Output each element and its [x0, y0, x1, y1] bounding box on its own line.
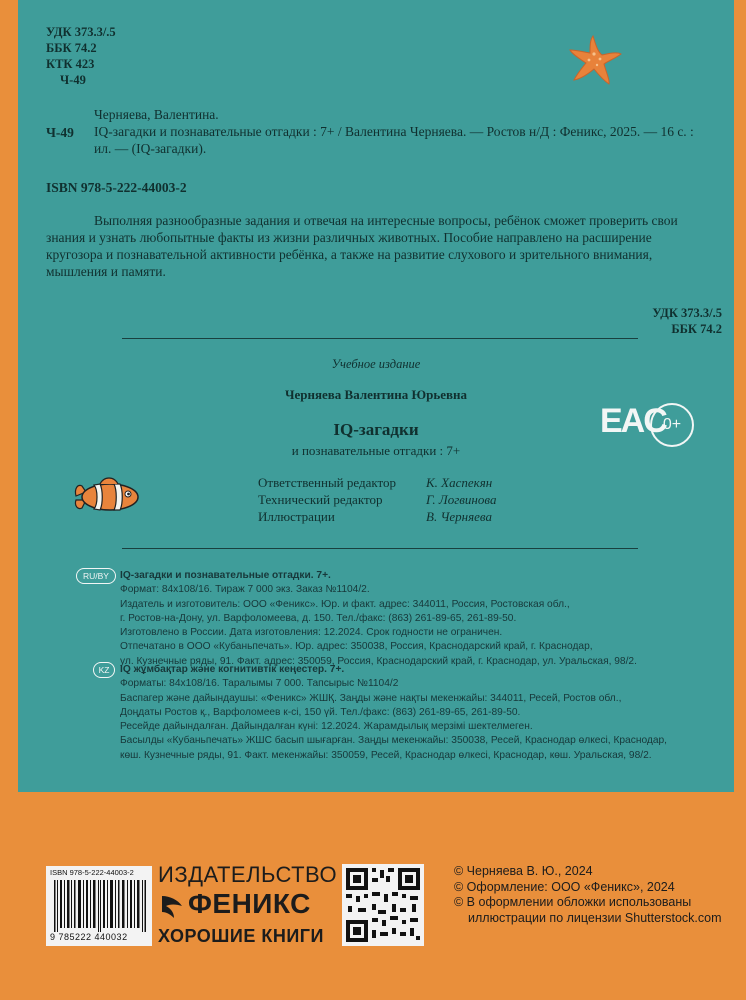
kz-line: Баспагер және дайындаушы: «Феникс» ЖШҚ. Заңды және нақты мекенжайы: 344011, Ресей, Ростов обл., [120, 692, 622, 704]
classification-codes [46, 24, 116, 88]
copyright-line: © В оформлении обложки использованы [454, 895, 692, 909]
credit-row [258, 508, 496, 525]
right-udk-code: УДК 373.3/.5 [652, 306, 722, 320]
inner-back-cover-panel [18, 0, 734, 792]
isbn-line: ISBN 978-5-222-44003-2 [46, 180, 187, 195]
annotation [46, 212, 678, 280]
ru-line: г. Ростов-на-Дону, ул. Варфоломеева, д. 150. Тел./факс: (863) 261-89-65, 261-89-50. [120, 612, 517, 624]
ru-line: Издатель и изготовитель: ООО «Феникс». Юр. и факт. адрес: 344011, Россия, Ростовская обл., [120, 598, 570, 610]
bib-author: Черняева, Валентина. [94, 107, 219, 122]
credit-row [258, 491, 496, 508]
ru-by-badge: RU/BY [76, 568, 116, 584]
ru-by-imprint-block [120, 569, 637, 669]
eac-conformity-mark: EAC [600, 402, 666, 440]
section-divider-2 [122, 548, 638, 549]
annotation-line-2: знания и узнать любопытные факты из жизни различных животных. Пособие направлено на расширение [46, 230, 652, 245]
clownfish-illustration [70, 470, 142, 514]
ru-line: Отпечатано в ООО «Кубаньпечать». Юр. адрес: 350038, Россия, Краснодарский край, г. Краснодар, [120, 641, 593, 653]
credits-table [258, 474, 496, 525]
starfish-illustration [566, 32, 624, 88]
copyright-line: © Оформление: ООО «Феникс», 2024 [454, 879, 675, 894]
udk-code: УДК 373.3/.5 [46, 25, 116, 39]
bbk-code: ББК 74.2 [46, 41, 97, 55]
kz-line: Басылды «Кубаньпечать» ЖШС басып шығарған. Заңды мекенжайы: 350038, Ресей, Краснодар өлкесі, Краснодар, [120, 735, 667, 747]
copyright-line: © Черняева В. Ю., 2024 [454, 864, 593, 878]
kz-imprint-block [120, 663, 667, 763]
author-full-name: Черняева Валентина Юрьевна [284, 387, 468, 402]
kz-line: Форматы: 84х108/16. Таралымы 7 000. Тапсырыс №1104/2 [120, 678, 399, 690]
kz-badge: KZ [93, 662, 115, 678]
publisher-slogan: ХОРОШИЕ КНИГИ [158, 926, 324, 946]
author-mark: Ч-49 [60, 73, 86, 87]
annotation-line-4: мышления и памяти. [46, 264, 166, 279]
credit-row [258, 474, 496, 491]
credit-role: Ответственный редактор [258, 475, 397, 490]
credit-role: Иллюстрации [258, 509, 335, 524]
ru-title: IQ-загадки и познавательные отгадки. 7+. [120, 570, 331, 581]
barcode [46, 866, 152, 946]
barcode-isbn: ISBN 978-5-222-44003-2 [50, 868, 134, 877]
ktk-code: КТК 423 [46, 57, 95, 71]
bib-line-2: ил. — (IQ-загадки). [94, 141, 207, 156]
book-subtitle: и познавательные отгадки : 7+ [291, 443, 461, 458]
copyright-block [454, 864, 722, 926]
publisher-name: ФЕНИКС [188, 888, 311, 919]
kz-line: көш. Кузнечные ряды, 91. Факт. мекенжайы: 350059, Ресей, Краснодар өлкесі, Краснодар, көш. Уральская, 98/2. [120, 749, 652, 761]
kz-title: IQ жұмбақтар және когнитивтік кеңестер. 7+. [120, 664, 345, 675]
age-rating-badge: 0+ [650, 403, 694, 447]
section-divider [122, 338, 638, 339]
ru-line: ул. Кузнечные ряды, 91. Факт. адрес: 350059, Россия, Краснодарский край, г. Краснодар, ул. Уральская, 98/2. [120, 655, 637, 667]
ru-line: Изготовлено в России. Дата изготовления: 12.2024. Срок годности не ограничен. [120, 627, 503, 639]
kz-line: Доңдаты Ростов қ., Варфоломеев к-сі, 150 үй. Тел./факс: (863) 261-89-65, 261-89-50. [120, 706, 521, 718]
book-title: IQ-загадки [333, 420, 419, 439]
barcode-digits: 9 785222 440032 [50, 932, 128, 942]
credit-role: Технический редактор [258, 492, 383, 507]
credit-name: В. Черняева [426, 509, 492, 524]
credit-name: Г. Логвинова [426, 492, 497, 507]
qr-code[interactable] [342, 864, 424, 946]
ru-line: Формат: 84х108/16. Тираж 7 000 экз. Заказ №1104/2. [120, 584, 370, 596]
phoenix-logo-icon [158, 892, 186, 922]
bib-record [94, 106, 694, 157]
credit-name: К. Хаспекян [426, 475, 493, 490]
copyright-line: иллюстрации по лицензии Shutterstock.com [468, 910, 722, 925]
publisher-label: ИЗДАТЕЛЬСТВО [158, 862, 338, 887]
barcode-bars [54, 880, 146, 932]
right-classification-codes [632, 305, 722, 337]
edition-type: Учебное издание [331, 357, 421, 371]
kz-line: Ресейде дайындалған. Дайындалған күні: 12.2024. Жарамдылық мерзімі шектелмеген. [120, 721, 533, 733]
annotation-line-1: Выполняя разнообразные задания и отвечая на интересные вопросы, ребёнок сможет проверить свои [94, 213, 678, 228]
annotation-line-3: кругозора и познавательной активности ребёнка, а также на развитие слухового и зрительного внимания, [46, 247, 653, 262]
right-bbk-code: ББК 74.2 [671, 322, 722, 336]
bib-line-1: IQ-загадки и познавательные отгадки : 7+ / Валентина Черняева. — Ростов н/Д : Феникс, 2025. — 16 с. : [94, 124, 694, 139]
bib-margin-mark: Ч-49 [46, 125, 74, 140]
